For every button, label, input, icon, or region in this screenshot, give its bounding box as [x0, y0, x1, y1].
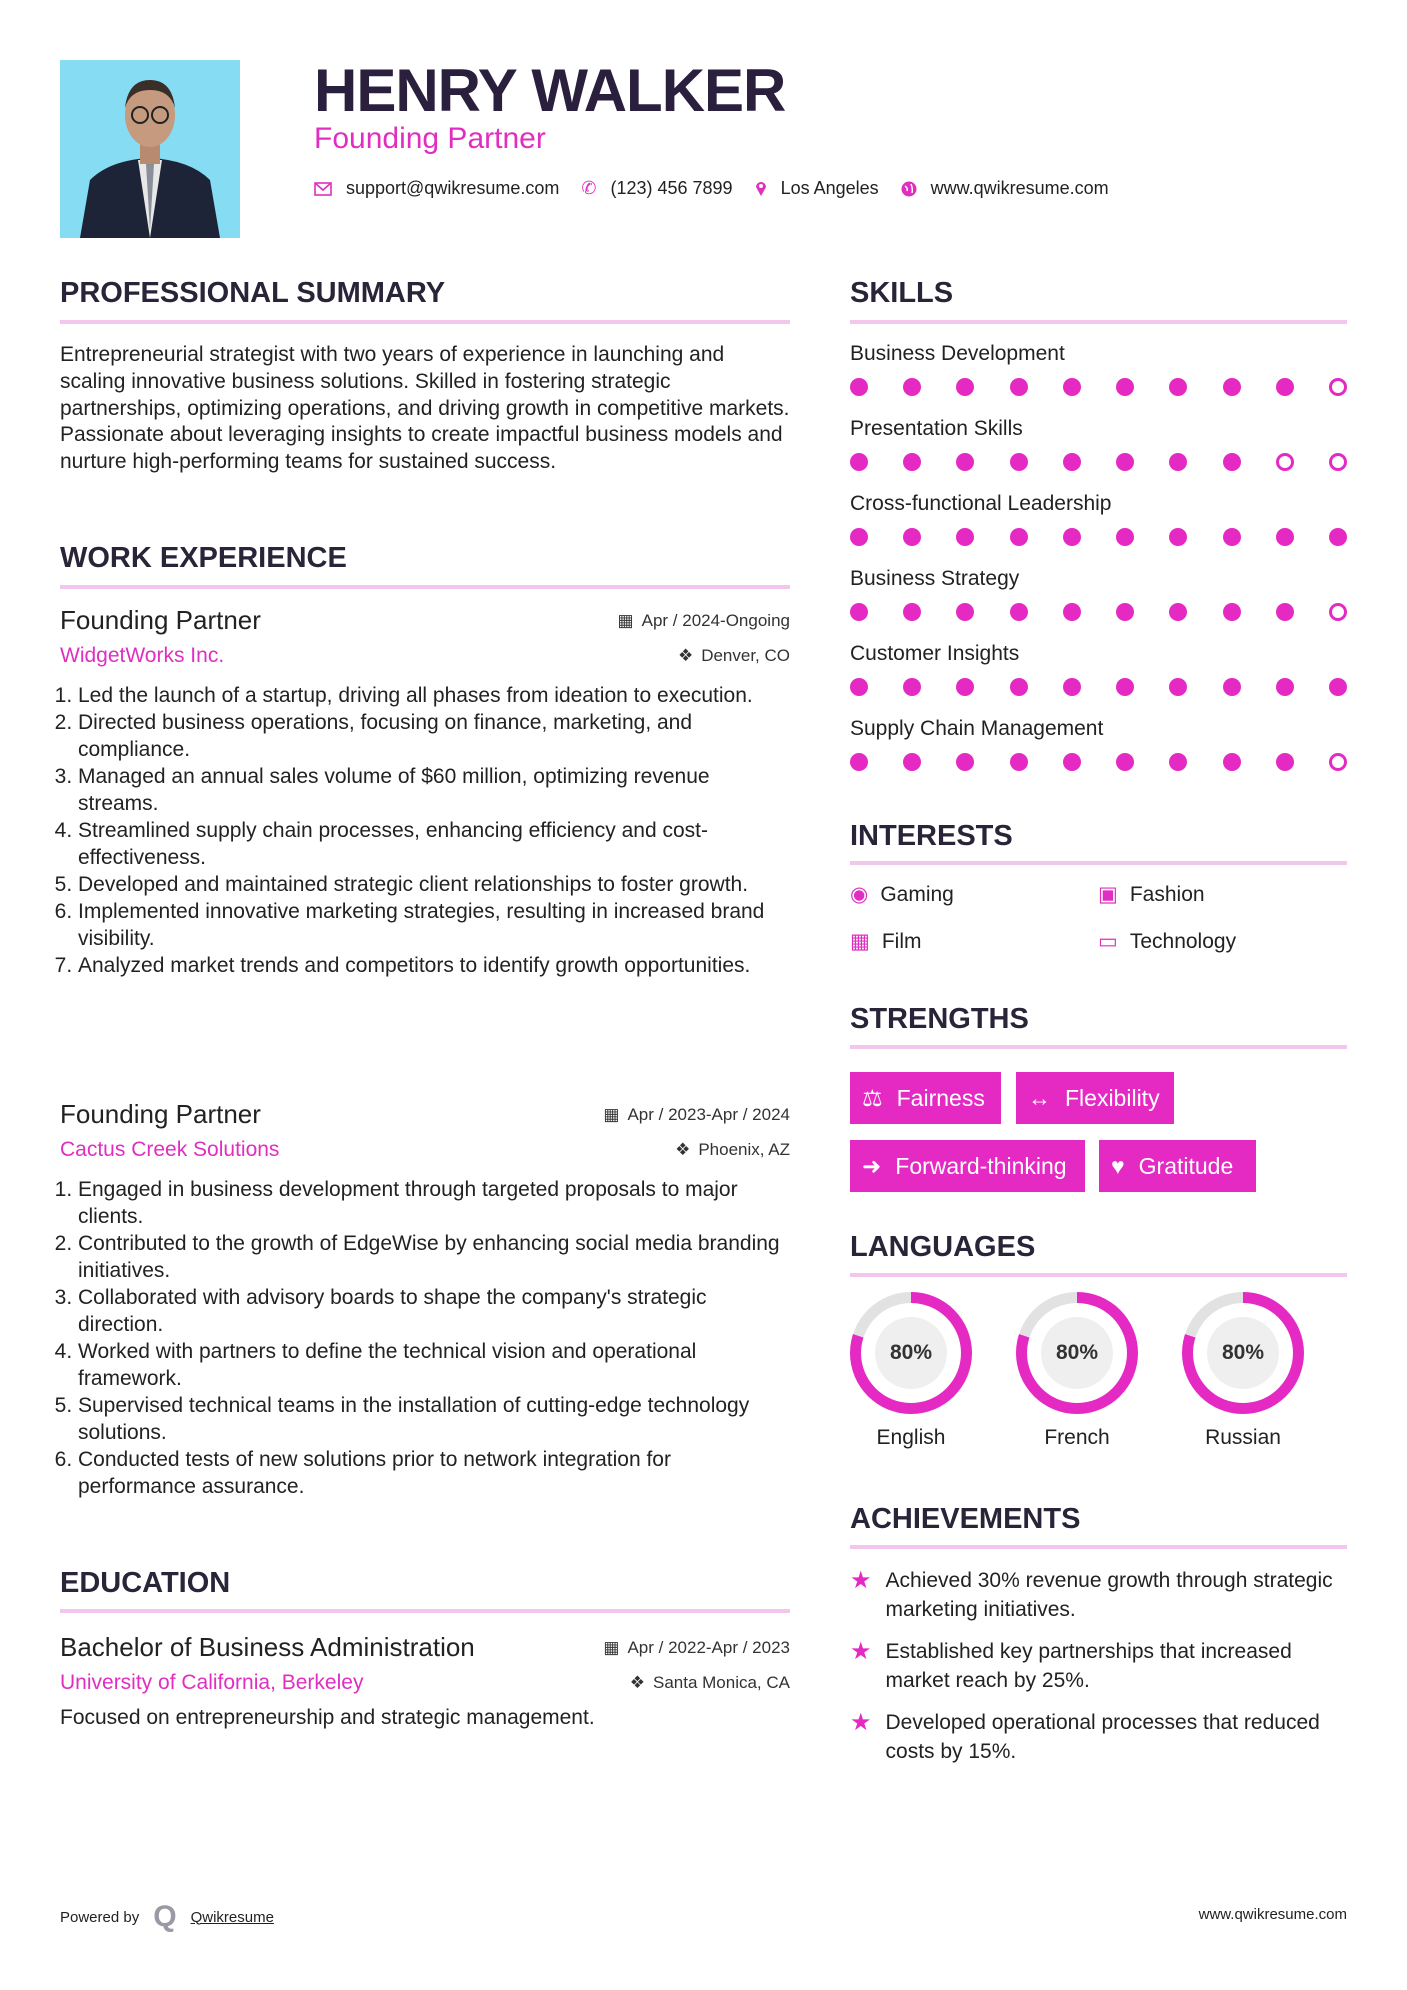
strength-badge: [1016, 1072, 1174, 1124]
interests-heading: INTERESTS: [850, 820, 1013, 852]
rating-dot-filled: [850, 678, 868, 696]
skill-label: Business Strategy: [850, 567, 1020, 590]
job-title: Founding Partner: [60, 1099, 261, 1129]
strength-label: Fairness: [896, 1084, 985, 1111]
strengths-heading: STRENGTHS: [850, 1003, 1029, 1035]
rating-dot-filled: [956, 378, 974, 396]
rating-dot-filled: [956, 453, 974, 471]
job-date: Apr / 2024-Ongoing: [641, 610, 790, 630]
bullet: 2. Directed business operations, focusing on finance, marketing, and compliance.: [78, 709, 790, 763]
rating-dot-filled: [1010, 453, 1028, 471]
brand-link[interactable]: Qwikresume: [190, 1908, 274, 1926]
contact-bar: [314, 178, 1131, 199]
job-location: Denver, CO: [701, 646, 790, 665]
achievement-text: Established key partnerships that increased market reach by 25%.: [885, 1640, 1292, 1692]
section-divider: [60, 1609, 790, 1613]
rating-dot-filled: [1063, 378, 1081, 396]
rating-dot-filled: [1223, 603, 1241, 621]
rating-dot-empty: [1329, 378, 1347, 396]
achievement-item: [850, 1637, 1347, 1708]
rating-dot-filled: [850, 753, 868, 771]
rating-dot-filled: [1116, 603, 1134, 621]
rating-dot-filled: [850, 378, 868, 396]
pin-icon: ❖: [629, 1673, 645, 1692]
rating-dot-filled: [903, 528, 921, 546]
skill-item: [850, 492, 1347, 567]
bullet: 5. Developed and maintained strategic client relationships to foster growth.: [78, 871, 790, 898]
education-date: Apr / 2022-Apr / 2023: [627, 1637, 790, 1657]
job-location: Phoenix, AZ: [698, 1140, 790, 1159]
job-entry: [60, 1099, 790, 1500]
company-name: Cactus Creek Solutions: [60, 1138, 280, 1161]
strength-label: Gratitude: [1138, 1152, 1234, 1179]
achievement-text: Achieved 30% revenue growth through strategic marketing initiatives.: [885, 1569, 1333, 1621]
interest-label: Film: [881, 929, 922, 953]
section-divider: [850, 1045, 1347, 1049]
heart-icon: ♥: [1111, 1152, 1125, 1179]
language-name: Russian: [1205, 1426, 1281, 1449]
bullet: 1. Engaged in business development through targeted proposals to major clients.: [78, 1176, 790, 1230]
bullet: 3. Managed an annual sales volume of $60 million, optimizing revenue streams.: [78, 763, 790, 817]
skill-rating: [850, 753, 1347, 771]
rating-dot-filled: [1223, 378, 1241, 396]
skill-rating: [850, 378, 1347, 396]
education-location: Santa Monica, CA: [652, 1673, 790, 1692]
skill-label: Business Development: [850, 342, 1065, 365]
skill-rating: [850, 678, 1347, 696]
calendar-icon: ▦: [617, 610, 634, 630]
language-percent: 80%: [875, 1317, 947, 1389]
rating-dot-filled: [956, 603, 974, 621]
rating-dot-filled: [903, 453, 921, 471]
job-bullets: [60, 1176, 790, 1500]
balance-scale-icon: ⚖: [862, 1084, 883, 1111]
section-divider: [850, 1545, 1347, 1549]
envelope-icon: [314, 182, 332, 196]
gamepad-icon: ◉: [850, 883, 869, 906]
rating-dot-filled: [1329, 678, 1347, 696]
phone-icon: ✆: [581, 178, 597, 198]
rating-dot-filled: [1169, 453, 1187, 471]
section-divider: [850, 320, 1347, 324]
company-name: WidgetWorks Inc.: [60, 644, 225, 667]
profile-photo: [60, 60, 240, 238]
rating-dot-filled: [1010, 528, 1028, 546]
interest-label: Gaming: [880, 882, 954, 906]
skills-heading: SKILLS: [850, 277, 954, 309]
interest-technology: [1098, 929, 1236, 954]
skill-rating: [850, 528, 1347, 546]
skill-rating: [850, 603, 1347, 621]
skills-list: [850, 342, 1347, 792]
rating-dot-empty: [1329, 453, 1347, 471]
rating-dot-filled: [1223, 528, 1241, 546]
rating-dot-filled: [903, 603, 921, 621]
laptop-icon: ▭: [1098, 930, 1118, 953]
arrows-h-icon: ↔: [1028, 1084, 1051, 1111]
rating-dot-filled: [1063, 603, 1081, 621]
languages-heading: LANGUAGES: [850, 1231, 1036, 1263]
rating-dot-filled: [1116, 528, 1134, 546]
location-text: Los Angeles: [780, 178, 879, 198]
bullet: 1. Led the launch of a startup, driving all phases from ideation to execution.: [78, 682, 790, 709]
interest-gaming: [850, 882, 954, 907]
rating-dot-filled: [1063, 453, 1081, 471]
language-name: French: [1044, 1426, 1110, 1449]
rating-dot-filled: [1169, 378, 1187, 396]
email-link[interactable]: support@qwikresume.com: [346, 178, 560, 198]
language-donut: [1016, 1292, 1138, 1414]
footer-website[interactable]: www.qwikresume.com: [1198, 1906, 1347, 1923]
rating-dot-filled: [1063, 528, 1081, 546]
skill-item: [850, 342, 1347, 417]
rating-dot-filled: [1169, 753, 1187, 771]
interest-fashion: [1098, 882, 1205, 907]
bullet: 7. Analyzed market trends and competitors to identify growth opportunities.: [78, 952, 790, 979]
skill-item: [850, 642, 1347, 717]
skill-label: Customer Insights: [850, 642, 1020, 665]
language-percent: 80%: [1041, 1317, 1113, 1389]
skill-item: [850, 417, 1347, 492]
map-pin-icon: [755, 180, 767, 197]
education-description: Focused on entrepreneurship and strategic management.: [60, 1706, 595, 1729]
achievements-list: [850, 1566, 1347, 1766]
bullet: 6. Implemented innovative marketing strategies, resulting in increased brand visibility.: [78, 898, 790, 952]
strength-label: Forward-thinking: [895, 1152, 1067, 1179]
rating-dot-filled: [1063, 678, 1081, 696]
rating-dot-filled: [1010, 753, 1028, 771]
job-date: Apr / 2023-Apr / 2024: [627, 1104, 790, 1124]
education-heading: EDUCATION: [60, 1567, 231, 1599]
bullet: 6. Conducted tests of new solutions prior to network integration for performance assurance.: [78, 1446, 790, 1500]
language-donut: [1182, 1292, 1304, 1414]
rating-dot-filled: [1010, 603, 1028, 621]
shopping-bag-icon: ▣: [1098, 883, 1118, 906]
rating-dot-filled: [1223, 453, 1241, 471]
rating-dot-filled: [1010, 378, 1028, 396]
pin-icon: ❖: [677, 646, 694, 665]
rating-dot-filled: [1063, 753, 1081, 771]
summary-heading: PROFESSIONAL SUMMARY: [60, 277, 446, 309]
school-name: University of California, Berkeley: [60, 1671, 364, 1694]
education-entry: [60, 1632, 790, 1732]
rating-dot-filled: [1276, 378, 1294, 396]
strength-label: Flexibility: [1065, 1084, 1160, 1111]
rating-dot-filled: [1169, 603, 1187, 621]
rating-dot-filled: [1276, 528, 1294, 546]
star-icon: ★: [850, 1567, 872, 1594]
skill-label: Presentation Skills: [850, 417, 1023, 440]
rating-dot-empty: [1329, 753, 1347, 771]
language-percent: 80%: [1207, 1317, 1279, 1389]
rating-dot-empty: [1329, 603, 1347, 621]
footer-left: [60, 1900, 274, 1934]
strength-badge: [850, 1072, 1001, 1124]
arrow-right-icon: ➜: [862, 1152, 882, 1179]
rating-dot-filled: [903, 753, 921, 771]
degree: Bachelor of Business Administration: [60, 1632, 475, 1662]
summary-text: Entrepreneurial strategist with two years of experience in launching and scaling innovative business solutions. Skilled in fostering strategic partnerships, optimizing operations, and driving growth in competitive markets. Passionate about leveraging insights to create impactful business models and nurture high-performing teams for sustained success.: [60, 343, 790, 474]
section-divider: [850, 1273, 1347, 1277]
calendar-icon: ▦: [603, 1637, 620, 1657]
section-divider: [850, 861, 1347, 865]
rating-dot-filled: [1276, 603, 1294, 621]
interest-label: Fashion: [1129, 882, 1205, 906]
bullet: 4. Streamlined supply chain processes, enhancing efficiency and cost-effectiveness.: [78, 817, 790, 871]
rating-dot-filled: [956, 528, 974, 546]
rating-dot-filled: [1329, 528, 1347, 546]
rating-dot-filled: [1116, 678, 1134, 696]
achievement-item: [850, 1566, 1347, 1637]
achievements-heading: ACHIEVEMENTS: [850, 1503, 1081, 1535]
rating-dot-filled: [956, 753, 974, 771]
language-item: [850, 1292, 972, 1450]
skill-rating: [850, 453, 1347, 471]
qwikresume-logo-icon: Q: [153, 1900, 177, 1933]
powered-by-text: Powered by: [60, 1908, 140, 1926]
job-bullets: [60, 682, 790, 979]
skill-label: Cross-functional Leadership: [850, 492, 1112, 515]
rating-dot-filled: [850, 453, 868, 471]
globe-icon: [901, 181, 917, 197]
rating-dot-filled: [850, 603, 868, 621]
phone-text: (123) 456 7899: [610, 178, 733, 198]
calendar-icon: ▦: [603, 1104, 620, 1124]
rating-dot-filled: [1116, 378, 1134, 396]
bullet: 3. Collaborated with advisory boards to shape the company's strategic direction.: [78, 1284, 790, 1338]
bullet: 2. Contributed to the growth of EdgeWise by enhancing social media branding initiatives.: [78, 1230, 790, 1284]
skill-item: [850, 717, 1347, 792]
bullet: 5. Supervised technical teams in the installation of cutting-edge technology solutions.: [78, 1392, 790, 1446]
rating-dot-filled: [1276, 678, 1294, 696]
rating-dot-filled: [850, 528, 868, 546]
bullet: 4. Worked with partners to define the technical vision and operational framework.: [78, 1338, 790, 1392]
website-link[interactable]: www.qwikresume.com: [930, 178, 1109, 198]
rating-dot-filled: [1169, 528, 1187, 546]
language-name: English: [876, 1426, 946, 1449]
rating-dot-filled: [1116, 453, 1134, 471]
achievement-item: [850, 1708, 1347, 1766]
rating-dot-filled: [1169, 678, 1187, 696]
section-divider: [60, 320, 790, 324]
rating-dot-filled: [1010, 678, 1028, 696]
job-title: Founding Partner: [60, 605, 261, 635]
candidate-name: HENRY WALKER: [314, 57, 786, 124]
strength-badge: [850, 1140, 1085, 1192]
skill-item: [850, 567, 1347, 642]
rating-dot-filled: [1116, 753, 1134, 771]
interest-label: Technology: [1129, 929, 1237, 953]
candidate-title: Founding Partner: [314, 122, 546, 155]
rating-dot-filled: [956, 678, 974, 696]
pin-icon: ❖: [675, 1140, 691, 1159]
rating-dot-filled: [903, 378, 921, 396]
languages-list: [850, 1292, 1304, 1450]
language-donut: [850, 1292, 972, 1414]
star-icon: ★: [850, 1709, 872, 1736]
experience-heading: WORK EXPERIENCE: [60, 542, 347, 574]
strength-badge: [1099, 1140, 1256, 1192]
job-entry: [60, 605, 790, 979]
section-divider: [60, 585, 790, 589]
rating-dot-filled: [1223, 753, 1241, 771]
rating-dot-filled: [1276, 753, 1294, 771]
film-icon: ▦: [850, 930, 870, 953]
rating-dot-empty: [1276, 453, 1294, 471]
rating-dot-filled: [903, 678, 921, 696]
language-item: [1182, 1292, 1304, 1450]
star-icon: ★: [850, 1638, 872, 1665]
achievement-text: Developed operational processes that reduced costs by 15%.: [885, 1711, 1320, 1763]
skill-label: Supply Chain Management: [850, 717, 1104, 740]
rating-dot-filled: [1223, 678, 1241, 696]
interest-film: [850, 929, 922, 954]
language-item: [1016, 1292, 1138, 1450]
